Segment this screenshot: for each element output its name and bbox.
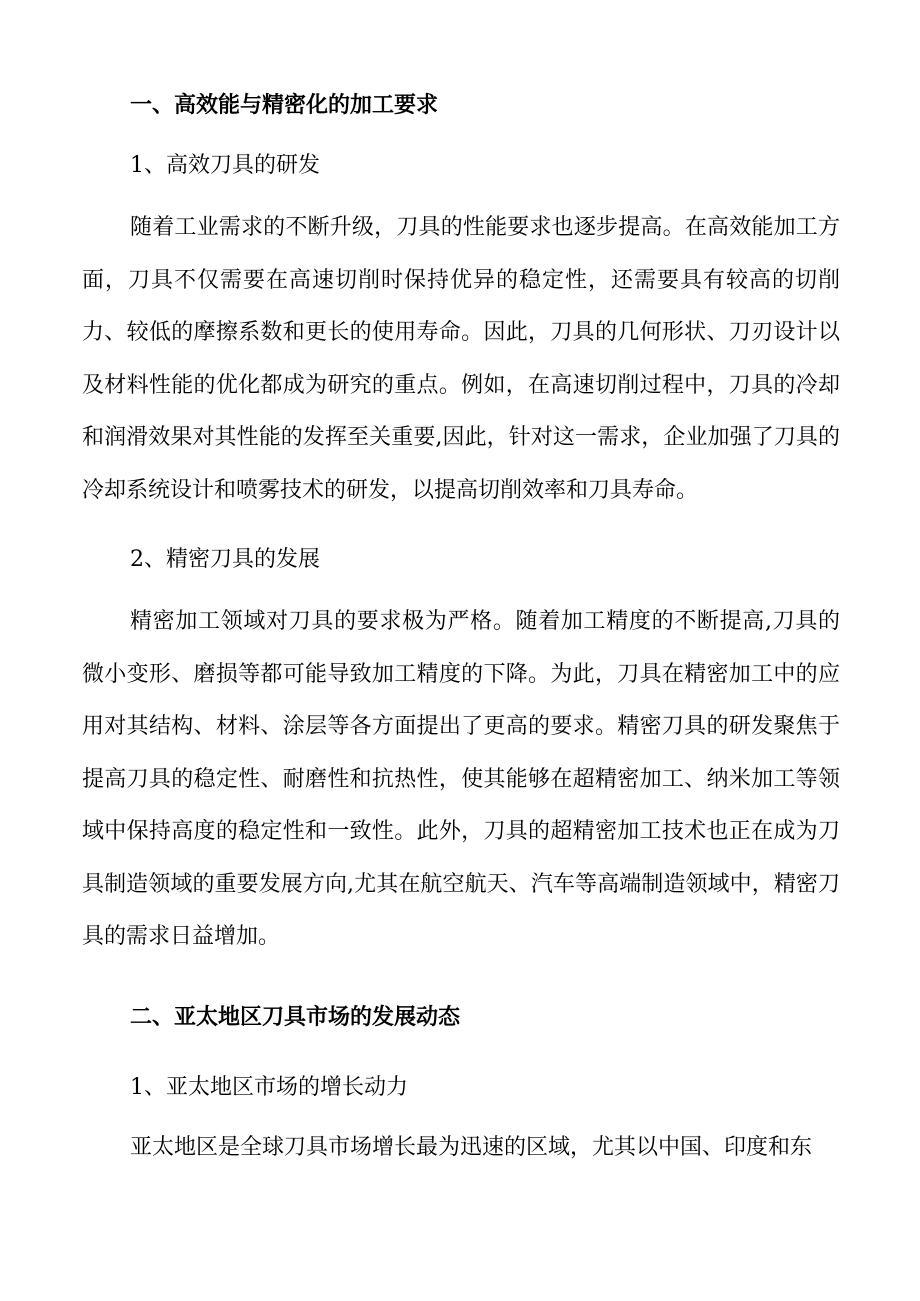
subsection-title-1-2: 2、精密刀具的发展 bbox=[130, 547, 320, 572]
subsection-title-1-1: 1、高效刀具的研发 bbox=[130, 153, 320, 178]
section-heading-2: 二、亚太地区刀具市场的发展动态 bbox=[130, 1005, 461, 1030]
paragraph-1-1: 随着工业需求的不断升级，刀具的性能要求也逐步提高。在高效能加工方面，刀具不仅需要在高速切削时保持优异的稳定性，还需要具有较高的切削力、较低的摩擦系数和更长的使用寿命。因此，刀具的几何形状、刀刃设计以及材料性能的优化都成为研究的重点。例如，在高速切削过程中，刀具的冷却和润滑效果对其性能的发挥至关重要,因此，针对这一需求，企业加强了刀具的冷却系统设计和喷雾技术的研发，以提高切削效率和刀具寿命。 bbox=[82, 215, 840, 503]
section-heading-1: 一、高效能与精密化的加工要求 bbox=[130, 93, 439, 118]
paragraph-1-2: 精密加工领域对刀具的要求极为严格。随着加工精度的不断提高,刀具的微小变形、磨损等都可能导致加工精度的下降。为此，刀具在精密加工中的应用对其结构、材料、涂层等各方面提出了更高的要求。精密刀具的研发聚焦于提高刀具的稳定性、耐磨性和抗热性，使其能够在超精密加工、纳米加工等领域中保持高度的稳定性和一致性。此外，刀具的超精密加工技术也正在成为刀具制造领域的重要发展方向,尤其在航空航天、汽车等高端制造领域中，精密刀具的需求日益增加。 bbox=[82, 609, 840, 949]
subsection-title-2-1: 1、亚太地区市场的增长动力 bbox=[130, 1075, 408, 1100]
paragraph-2-1: 亚太地区是全球刀具市场增长最为迅速的区域，尤其以中国、印度和东 bbox=[130, 1135, 813, 1160]
